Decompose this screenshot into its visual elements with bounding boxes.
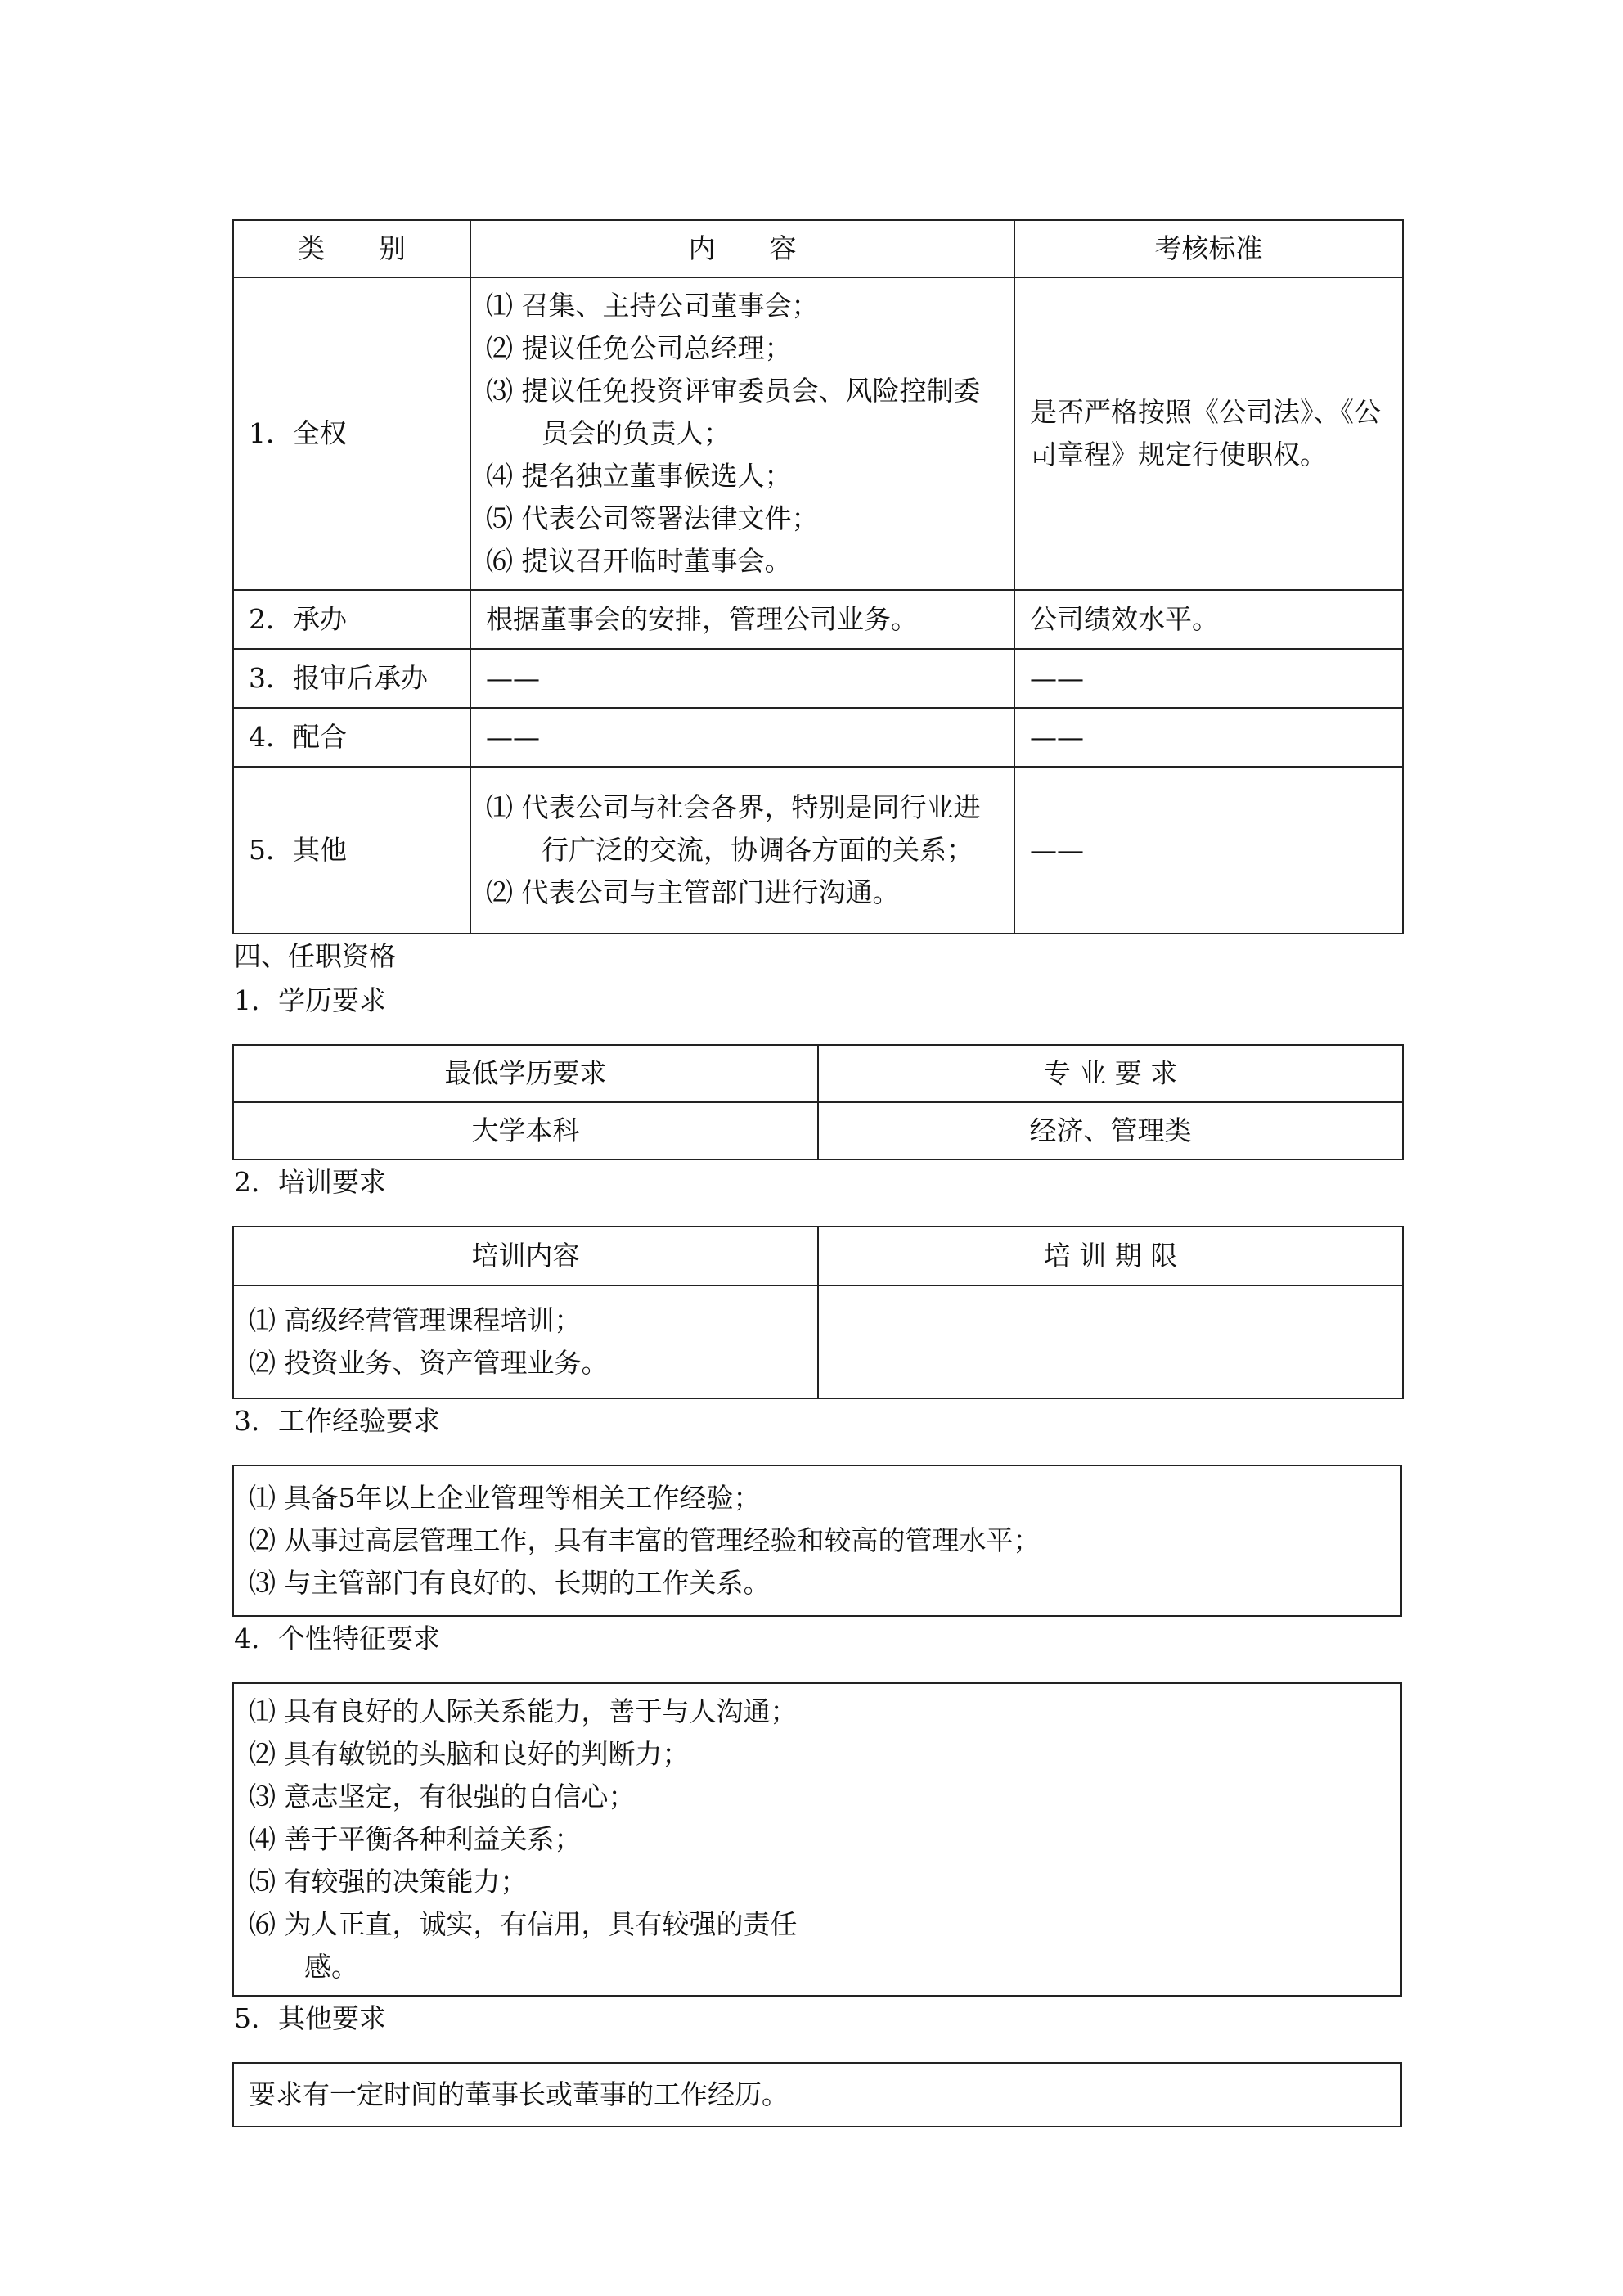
- table-row: [233, 708, 1403, 767]
- major-value: 经济、管理类: [818, 1102, 1403, 1159]
- list-item: ⑶ 与主管部门有良好的、长期的工作关系。: [249, 1567, 771, 1599]
- other-text: 要求有一定时间的董事长或董事的工作经历。: [233, 2063, 1401, 2127]
- personality-heading: 4．个性特征要求: [234, 1623, 440, 1654]
- personality-list: [233, 1683, 1401, 1996]
- table-row: [233, 1102, 1403, 1159]
- training-content: [233, 1285, 818, 1398]
- document-page: [232, 219, 1402, 2127]
- row-content: [470, 277, 1014, 590]
- experience-list: [233, 1465, 1401, 1616]
- list-item: ⑸ 代表公司签署法律文件；: [486, 502, 819, 534]
- list-item: ⑴ 具备5年以上企业管理等相关工作经验；: [249, 1482, 761, 1514]
- education-heading: 1．学历要求: [234, 984, 386, 1016]
- header-standard: 考核标准: [1014, 220, 1403, 277]
- list-item: ⑵ 提议任免公司总经理；: [486, 332, 792, 364]
- list-item: ⑸ 有较强的决策能力；: [249, 1866, 528, 1898]
- row-category: 1．全权: [233, 277, 470, 590]
- row-category: 3．报审后承办: [233, 649, 470, 708]
- experience-heading: 3．工作经验要求: [234, 1405, 440, 1437]
- header-min-education: 最低学历要求: [233, 1045, 818, 1102]
- min-education-value: 大学本科: [233, 1102, 818, 1159]
- header-category: 类 别: [233, 220, 470, 277]
- row-standard: ——: [1014, 767, 1403, 934]
- list-item: ⑴ 高级经营管理课程培训；: [249, 1304, 582, 1336]
- table-row: [233, 767, 1403, 934]
- list-item: ⑶ 意志坚定，有很强的自信心；: [249, 1781, 636, 1812]
- list-item: ⑹ 提议召开临时董事会。: [486, 545, 792, 577]
- list-item: ⑶ 提议任免投资评审委员会、风险控制委员会的负责人；: [486, 375, 981, 449]
- table-row: [233, 1683, 1401, 1996]
- section-title: 四、任职资格: [234, 940, 396, 972]
- training-table: [232, 1226, 1404, 1399]
- table-row: [233, 1465, 1401, 1616]
- row-standard: 是否严格按照《公司法》、《公司章程》规定行使职权。: [1014, 277, 1403, 590]
- list-item: ⑴ 具有良好的人际关系能力，善于与人沟通；: [249, 1695, 798, 1727]
- row-content: ——: [470, 708, 1014, 767]
- table-row: [233, 590, 1403, 649]
- header-content: 内 容: [470, 220, 1014, 277]
- table-header-row: [233, 1227, 1403, 1285]
- row-standard: ——: [1014, 708, 1403, 767]
- table-row: [233, 2063, 1401, 2127]
- experience-box: [232, 1465, 1402, 1617]
- row-category: 2．承办: [233, 590, 470, 649]
- training-heading: 2．培训要求: [234, 1166, 386, 1198]
- header-training-period: 培 训 期 限: [818, 1227, 1403, 1285]
- list-item: ⑴ 代表公司与社会各界，特别是同行业进行广泛的交流，协调各方面的关系；: [486, 791, 981, 866]
- table-row: [233, 1285, 1403, 1398]
- list-item: ⑴ 召集、主持公司董事会；: [486, 290, 819, 322]
- duties-table: [232, 219, 1404, 934]
- list-item: ⑵ 具有敏锐的头脑和良好的判断力；: [249, 1738, 690, 1770]
- list-item: ⑹ 为人正直，诚实，有信用，具有较强的责任感。: [249, 1908, 798, 1983]
- row-content: [470, 767, 1014, 934]
- row-content: ——: [470, 649, 1014, 708]
- row-category: 4．配合: [233, 708, 470, 767]
- row-content: 根据董事会的安排，管理公司业务。: [470, 590, 1014, 649]
- list-item: ⑵ 从事过高层管理工作，具有丰富的管理经验和较高的管理水平；: [249, 1524, 1041, 1556]
- row-standard: 公司绩效水平。: [1014, 590, 1403, 649]
- list-item: ⑵ 投资业务、资产管理业务。: [249, 1347, 609, 1379]
- header-major: 专 业 要 求: [818, 1045, 1403, 1102]
- header-training-content: 培训内容: [233, 1227, 818, 1285]
- table-row: [233, 649, 1403, 708]
- table-header-row: [233, 220, 1403, 277]
- table-row: [233, 277, 1403, 590]
- list-item: ⑷ 善于平衡各种利益关系；: [249, 1823, 582, 1855]
- other-heading: 5．其他要求: [234, 2002, 386, 2034]
- personality-box: [232, 1682, 1402, 1997]
- training-period: [818, 1285, 1403, 1398]
- row-standard: ——: [1014, 649, 1403, 708]
- list-item: ⑵ 代表公司与主管部门进行沟通。: [486, 876, 900, 908]
- education-table: [232, 1044, 1404, 1160]
- other-box: [232, 2062, 1402, 2127]
- table-header-row: [233, 1045, 1403, 1102]
- list-item: ⑷ 提名独立董事候选人；: [486, 460, 792, 492]
- row-category: 5．其他: [233, 767, 470, 934]
